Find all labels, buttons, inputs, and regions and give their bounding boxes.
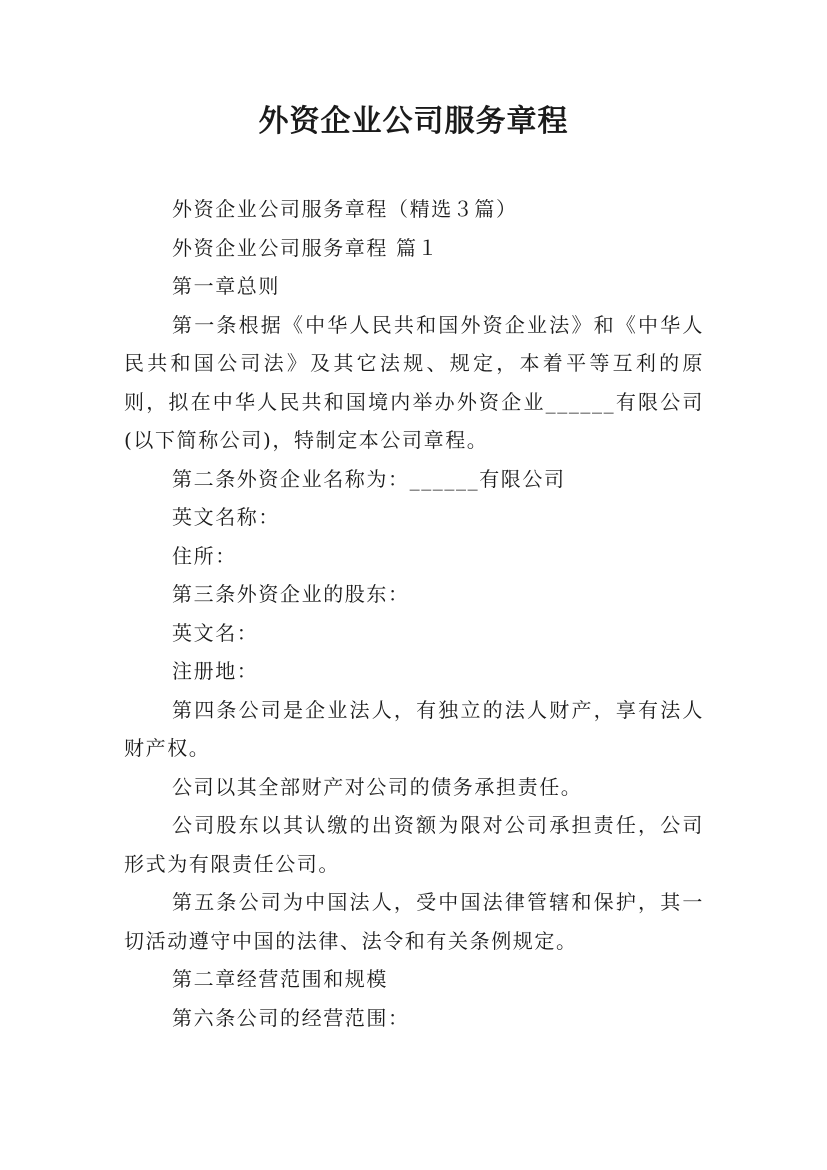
paragraph-shareholder-english-name: 英文名： (172, 620, 259, 645)
paragraph-article-5: 第五条公司为中国法人，受中国法律管辖和保护，其一切活动遵守中国的法律、法令和有关条例规定。 (124, 890, 704, 953)
paragraph-chapter-1: 第一章总则 (172, 274, 280, 298)
paragraph-english-name: 英文名称： (172, 505, 280, 529)
paragraph-chapter-2: 第二章经营范围和规模 (172, 967, 388, 991)
paragraph-article-3: 第三条外资企业的股东： (172, 582, 410, 606)
document-title: 外资企业公司服务章程 (258, 104, 569, 139)
paragraph-liability: 公司以其全部财产对公司的债务承担责任。 (172, 774, 583, 799)
paragraph-address: 住所： (172, 543, 237, 568)
paragraph-article-4: 第四条公司是企业法人，有独立的法人财产，享有法人财产权。 (124, 697, 704, 760)
paragraph-article-6: 第六条公司的经营范围： (172, 1005, 410, 1030)
paragraph-registered-place: 注册地： (172, 659, 259, 683)
document-body (124, 190, 704, 1037)
paragraph-article-1: 第一条根据《中华人民共和国外资企业法》和《中华人民共和国公司法》及其它法规、规定，本着平等互利的原则，拟在中华人民共和国境内举办外资企业______有限公司(以下简称公司)，特制定本公司章程。 (124, 312, 704, 452)
paragraph-section-heading: 外资企业公司服务章程 篇１ (172, 235, 440, 260)
paragraph-subtitle: 外资企业公司服务章程（精选３篇） (172, 197, 518, 221)
paragraph-shareholder-liability: 公司股东以其认缴的出资额为限对公司承担责任，公司形式为有限责任公司。 (124, 813, 704, 876)
paragraph-article-2: 第二条外资企业名称为：______有限公司 (172, 466, 566, 491)
